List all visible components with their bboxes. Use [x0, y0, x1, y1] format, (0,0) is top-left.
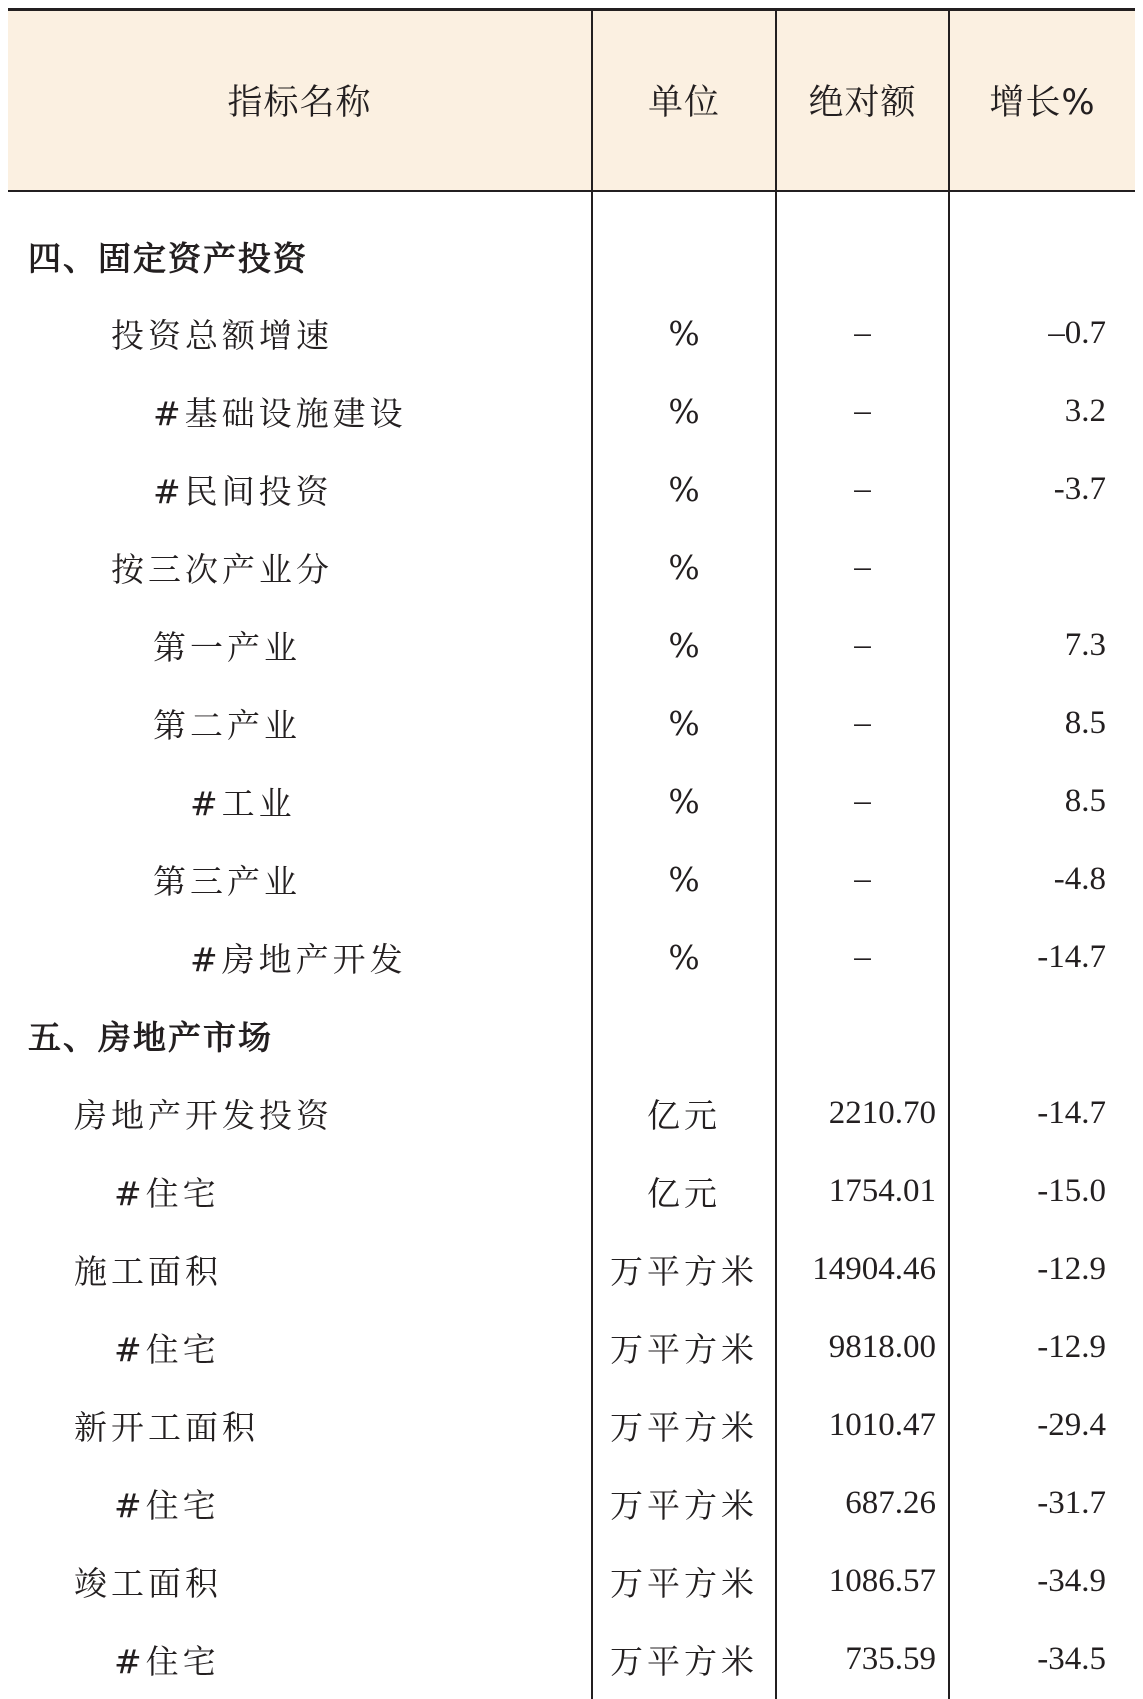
- row-unit: 万平方米: [592, 1621, 776, 1699]
- table-row: [8, 295, 1135, 373]
- row-growth: 3.2: [949, 373, 1135, 451]
- row-growth: -14.7: [949, 919, 1135, 997]
- row-absolute: –: [776, 373, 949, 451]
- table-row: [8, 1465, 1135, 1543]
- header-growth-percent: 增长%: [949, 10, 1135, 191]
- row-absolute: 1010.47: [776, 1387, 949, 1465]
- table-row: [8, 373, 1135, 451]
- row-absolute: –: [776, 529, 949, 607]
- table-row: [8, 529, 1135, 607]
- header-indicator-name: 指标名称: [8, 10, 592, 191]
- row-name: #工业: [190, 784, 296, 823]
- row-absolute: –: [776, 685, 949, 763]
- row-growth: -34.5: [949, 1621, 1135, 1699]
- statistics-table: [8, 8, 1135, 1699]
- row-name: 第三产业: [153, 862, 301, 901]
- row-growth: –0.7: [949, 295, 1135, 373]
- row-name: 第二产业: [153, 706, 301, 745]
- row-growth: -12.9: [949, 1231, 1135, 1309]
- section-title-real-estate-market: 五、房地产市场: [28, 1018, 273, 1057]
- row-unit: 亿元: [592, 1153, 776, 1231]
- row-absolute: –: [776, 841, 949, 919]
- header-row: [8, 10, 1135, 191]
- table-row: [8, 841, 1135, 919]
- row-growth: -12.9: [949, 1309, 1135, 1387]
- row-name: #住宅: [114, 1174, 220, 1213]
- table-row: [8, 1231, 1135, 1309]
- row-growth: -14.7: [949, 1075, 1135, 1153]
- row-absolute: 2210.70: [776, 1075, 949, 1153]
- table-row: [8, 1309, 1135, 1387]
- row-name: #住宅: [114, 1642, 220, 1681]
- empty-cell: [776, 191, 949, 295]
- table-row: [8, 1153, 1135, 1231]
- row-growth: -34.9: [949, 1543, 1135, 1621]
- row-unit: 亿元: [592, 1075, 776, 1153]
- row-unit: %: [592, 841, 776, 919]
- row-absolute: 1086.57: [776, 1543, 949, 1621]
- table-row: [8, 763, 1135, 841]
- row-absolute: 9818.00: [776, 1309, 949, 1387]
- row-unit: %: [592, 529, 776, 607]
- table-row: [8, 1387, 1135, 1465]
- row-absolute: 735.59: [776, 1621, 949, 1699]
- row-unit: %: [592, 919, 776, 997]
- row-absolute: –: [776, 607, 949, 685]
- empty-cell: [776, 997, 949, 1075]
- row-name: 投资总额增速: [111, 316, 333, 355]
- section-row: [8, 997, 1135, 1075]
- row-absolute: –: [776, 295, 949, 373]
- row-unit: %: [592, 607, 776, 685]
- section-row: [8, 191, 1135, 295]
- row-growth: 8.5: [949, 763, 1135, 841]
- row-unit: %: [592, 373, 776, 451]
- empty-cell: [949, 191, 1135, 295]
- table-row: [8, 1621, 1135, 1699]
- row-unit: 万平方米: [592, 1543, 776, 1621]
- row-name: 新开工面积: [74, 1408, 259, 1447]
- table-row: [8, 451, 1135, 529]
- table-row: [8, 919, 1135, 997]
- row-growth: -4.8: [949, 841, 1135, 919]
- row-unit: 万平方米: [592, 1465, 776, 1543]
- row-absolute: 14904.46: [776, 1231, 949, 1309]
- row-name: #基础设施建设: [153, 394, 407, 433]
- row-name: #住宅: [114, 1486, 220, 1525]
- table-header: [8, 10, 1135, 191]
- row-unit: %: [592, 295, 776, 373]
- empty-cell: [592, 191, 776, 295]
- table-row: [8, 1543, 1135, 1621]
- row-growth: -31.7: [949, 1465, 1135, 1543]
- table-body: [8, 191, 1135, 1699]
- row-absolute: 687.26: [776, 1465, 949, 1543]
- row-absolute: –: [776, 763, 949, 841]
- row-unit: %: [592, 451, 776, 529]
- header-unit: 单位: [592, 10, 776, 191]
- row-unit: 万平方米: [592, 1231, 776, 1309]
- row-growth: -3.7: [949, 451, 1135, 529]
- row-name: #房地产开发: [190, 940, 407, 979]
- header-absolute-amount: 绝对额: [776, 10, 949, 191]
- row-name: #住宅: [114, 1330, 220, 1369]
- empty-cell: [592, 997, 776, 1075]
- row-absolute: 1754.01: [776, 1153, 949, 1231]
- empty-cell: [949, 997, 1135, 1075]
- row-unit: 万平方米: [592, 1387, 776, 1465]
- row-name: 竣工面积: [74, 1564, 222, 1603]
- row-growth: -15.0: [949, 1153, 1135, 1231]
- row-growth: -29.4: [949, 1387, 1135, 1465]
- row-growth: 7.3: [949, 607, 1135, 685]
- row-growth: [949, 529, 1135, 607]
- row-growth: 8.5: [949, 685, 1135, 763]
- row-unit: %: [592, 763, 776, 841]
- row-name: 施工面积: [74, 1252, 222, 1291]
- section-title-fixed-asset-investment: 四、固定资产投资: [28, 238, 308, 278]
- row-absolute: –: [776, 451, 949, 529]
- table-row: [8, 607, 1135, 685]
- row-unit: 万平方米: [592, 1309, 776, 1387]
- row-unit: %: [592, 685, 776, 763]
- row-name: 第一产业: [153, 628, 301, 667]
- table-row: [8, 1075, 1135, 1153]
- row-name: 按三次产业分: [111, 550, 333, 589]
- row-absolute: –: [776, 919, 949, 997]
- row-name: 房地产开发投资: [74, 1096, 333, 1135]
- table-row: [8, 685, 1135, 763]
- row-name: #民间投资: [153, 472, 333, 511]
